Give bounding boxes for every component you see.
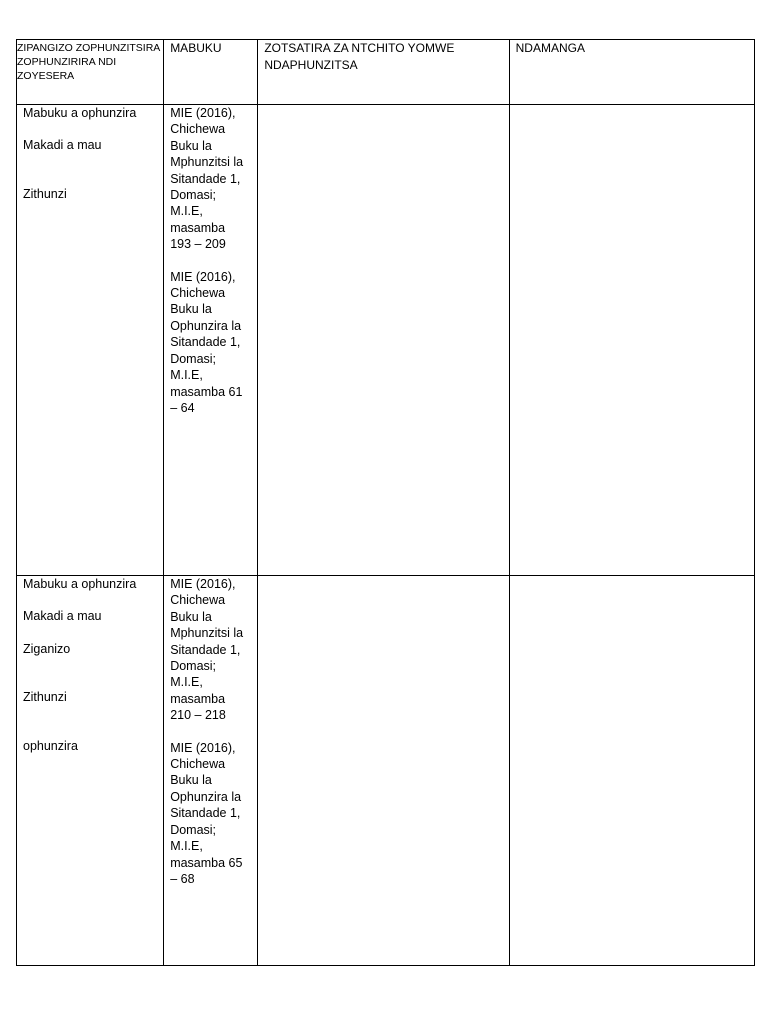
teacher-reflection-cell[interactable] [258, 105, 509, 576]
header-teaching-materials-text: ZIPANGIZO ZOPHUNZITSIRA ZOPHUNZIRIRA NDI ZOYESERA [17, 42, 161, 82]
material-item: Zithunzi [23, 186, 67, 201]
table-row [17, 576, 755, 966]
material-item: Mabuku a ophunzira [23, 106, 137, 120]
remarks-cell[interactable] [509, 105, 754, 576]
book-reference: MIE (2016), Chichewa Buku la Mphunzitsi la Sitandade 1, Domasi; M.I.E, masamba 210 – 218 [170, 577, 244, 723]
remarks-cell[interactable] [509, 576, 754, 966]
book-reference: MIE (2016), Chichewa Buku la Ophunzira la Sitandade 1, Domasi; M.I.E, masamba 61 – 64 [170, 269, 243, 415]
header-books-text: MABUKU [170, 41, 222, 55]
material-item [23, 170, 163, 186]
material-item [23, 154, 163, 170]
header-remarks [509, 40, 754, 105]
teacher-reflection-cell[interactable] [258, 576, 509, 966]
book-reference: MIE (2016), Chichewa Buku la Mphunzitsi la Sitandade 1, Domasi; M.I.E, masamba 193 – 209 [170, 106, 244, 252]
material-item: Makadi a mau [23, 138, 102, 153]
header-row [17, 40, 755, 105]
material-item: Ziganizo [23, 641, 71, 656]
books-cell [164, 576, 258, 966]
material-item [23, 625, 163, 641]
header-books [164, 40, 258, 105]
header-teacher-reflection-text: ZOTSATIRA ZA NTCHITO YOMWE NDAPHUNZITSA [264, 41, 455, 72]
header-teacher-reflection [258, 40, 509, 105]
header-teaching-materials [17, 40, 164, 105]
materials-list [17, 576, 163, 754]
table-row [17, 105, 755, 576]
material-item: Makadi a mau [23, 609, 102, 624]
material-item [23, 121, 163, 137]
material-item: Zithunzi [23, 690, 67, 705]
material-item [23, 657, 163, 673]
materials-cell [17, 105, 164, 576]
lesson-plan-table [16, 39, 755, 966]
material-item [23, 592, 163, 608]
book-reference: MIE (2016), Chichewa Buku la Ophunzira la Sitandade 1, Domasi; M.I.E, masamba 65 – 68 [170, 740, 243, 886]
material-item: Mabuku a ophunzira [23, 577, 137, 591]
books-cell [164, 105, 258, 576]
material-item [23, 722, 163, 738]
material-item [23, 673, 163, 689]
materials-list [17, 105, 163, 202]
materials-cell [17, 576, 164, 966]
material-item [23, 706, 163, 722]
material-item: ophunzira [23, 738, 78, 753]
header-remarks-text: NDAMANGA [515, 41, 585, 55]
